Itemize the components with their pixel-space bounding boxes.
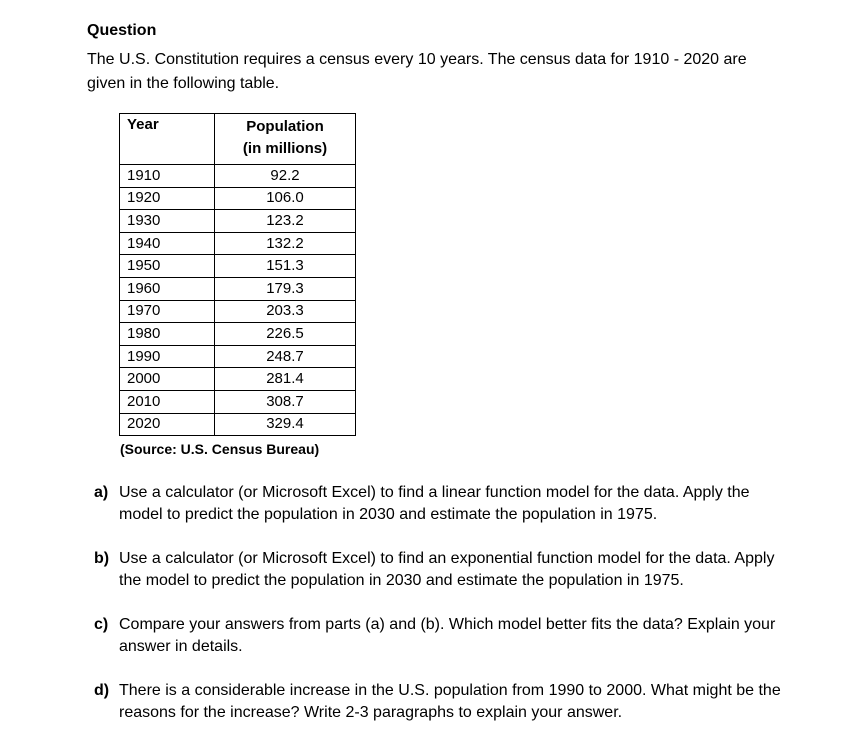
population-header-line1: Population: [246, 118, 324, 135]
question-label: b): [94, 550, 110, 567]
population-cell: 179.3: [215, 277, 356, 300]
population-cell: 308.7: [215, 390, 356, 413]
population-cell: 123.2: [215, 210, 356, 233]
table-row: [120, 277, 356, 300]
question-text: Compare your answers from parts (a) and (b). Which model better fits the data? Explain your answer in details.: [119, 616, 776, 655]
year-cell: 2000: [120, 368, 215, 391]
population-cell: 281.4: [215, 368, 356, 391]
question-item-b: [94, 548, 794, 592]
population-header-line2: (in millions): [242, 140, 328, 157]
population-column-header: [215, 114, 356, 165]
table-row: [120, 210, 356, 233]
year-cell: 1920: [120, 187, 215, 210]
year-cell: 1970: [120, 300, 215, 323]
population-cell: 203.3: [215, 300, 356, 323]
question-list: [94, 482, 794, 746]
question-label: a): [94, 484, 109, 501]
question-heading: Question: [87, 22, 157, 39]
census-table: [119, 113, 356, 436]
question-text: There is a considerable increase in the U.S. population from 1990 to 2000. What might be the reasons for the increase? Write 2-3 paragraphs to explain your answer.: [119, 682, 781, 721]
population-cell: 92.2: [215, 165, 356, 188]
intro-paragraph: The U.S. Constitution requires a census every 10 years. The census data for 1910 - 2020 are given in the following table.: [87, 51, 747, 92]
question-item-a: [94, 482, 794, 526]
table-row: [120, 368, 356, 391]
table-row: [120, 413, 356, 436]
population-cell: 248.7: [215, 345, 356, 368]
table-row: [120, 255, 356, 278]
table-row: [120, 232, 356, 255]
year-cell: 1910: [120, 165, 215, 188]
year-cell: 2010: [120, 390, 215, 413]
year-cell: 2020: [120, 413, 215, 436]
year-cell: 1980: [120, 323, 215, 346]
year-cell: 1940: [120, 232, 215, 255]
year-cell: 1990: [120, 345, 215, 368]
table-row: [120, 187, 356, 210]
table-row: [120, 165, 356, 188]
population-cell: 226.5: [215, 323, 356, 346]
question-label: d): [94, 682, 110, 699]
question-item-d: [94, 680, 794, 724]
year-cell: 1930: [120, 210, 215, 233]
question-text: Use a calculator (or Microsoft Excel) to find a linear function model for the data. Apply the model to predict the population in 2030 and estimate the population in 1975.: [119, 484, 750, 523]
population-cell: 132.2: [215, 232, 356, 255]
table-row: [120, 345, 356, 368]
year-column-header: Year: [120, 114, 215, 165]
question-label: c): [94, 616, 109, 633]
population-cell: 106.0: [215, 187, 356, 210]
year-cell: 1960: [120, 277, 215, 300]
table-row: [120, 323, 356, 346]
table-header-row: [120, 114, 356, 165]
question-text: Use a calculator (or Microsoft Excel) to find an exponential function model for the data. Apply the model to predict the population in 2030 and estimate the population in 1975.: [119, 550, 775, 589]
population-cell: 329.4: [215, 413, 356, 436]
table-row: [120, 300, 356, 323]
source-note: (Source: U.S. Census Bureau): [120, 441, 320, 457]
question-item-c: [94, 614, 794, 658]
table-row: [120, 390, 356, 413]
population-cell: 151.3: [215, 255, 356, 278]
year-cell: 1950: [120, 255, 215, 278]
